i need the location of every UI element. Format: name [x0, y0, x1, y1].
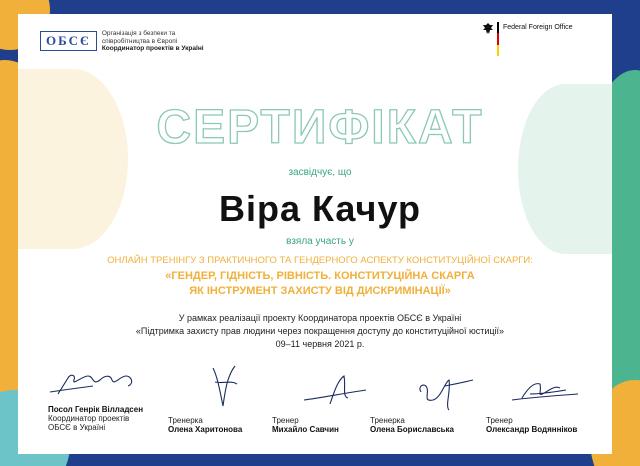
signatory-role: ОБСЄ в Україні — [48, 423, 106, 432]
osce-line1: Організація з безпеки та — [101, 30, 176, 37]
signatory-name: Михайло Савчин — [272, 425, 339, 434]
signatory-role: Координатор проектів — [48, 414, 130, 423]
signatory-name: Посол Генрік Вілладсен — [48, 405, 144, 414]
training-line: ОНЛАЙН ТРЕНІНГУ З ПРАКТИЧНОГО ТА ГЕНДЕРНОГО АСПЕКТУ КОНСТИТУЦІЙНОЇ СКАРГИ: — [107, 255, 533, 266]
topic-line2: ЯК ІНСТРУМЕНТ ЗАХИСТУ ВІД ДИСКРИМІНАЦІЇ» — [189, 285, 451, 297]
ffo-logo — [482, 22, 573, 56]
signatory-trainer-3 — [370, 416, 454, 434]
signatory-name: Олена Бориславська — [370, 425, 455, 434]
osce-logo — [40, 30, 204, 53]
topic-line1: «ГЕНДЕР, ГІДНІСТЬ, РІВНІСТЬ. КОНСТИТУЦІЙНА СКАРГА — [165, 270, 475, 282]
signatory-trainer-4 — [486, 416, 577, 434]
certifies-text: засвідчує, що — [288, 167, 352, 178]
osce-line2: співробітництва в Європі — [101, 37, 178, 45]
signature-ambassador — [48, 370, 143, 398]
signature-trainer-4 — [510, 378, 580, 406]
project-line1: У рамках реалізації проекту Координатора проектів ОБСЄ в Україні — [178, 313, 462, 323]
signatory-trainer-1 — [168, 416, 242, 434]
osce-line3: Координатор проектів в Україні — [101, 45, 204, 52]
signature-trainer-1 — [205, 362, 245, 410]
signatory-role: Тренерка — [168, 416, 203, 425]
dates: 09–11 червня 2021 р. — [275, 339, 365, 349]
signatory-trainer-2 — [272, 416, 339, 434]
certificate-title: СЕРТИФІКАТ — [156, 101, 484, 154]
participated-text: взяла участь у — [286, 236, 354, 247]
signature-trainer-3 — [415, 372, 475, 412]
signatory-role: Тренерка — [370, 416, 405, 425]
signatory-role: Тренер — [486, 416, 513, 425]
signatory-name: Олександр Водянніков — [486, 425, 578, 434]
recipient-name: Віра Качур — [219, 188, 421, 229]
osce-logo-text — [102, 30, 204, 53]
signature-trainer-2 — [300, 372, 370, 408]
signatory-ambassador — [48, 405, 143, 432]
ffo-label: Federal Foreign Office — [503, 24, 573, 31]
flag-bar — [497, 22, 499, 56]
signatory-role: Тренер — [272, 416, 299, 425]
osce-logo-mark: ОБСЄ — [40, 31, 97, 51]
project-line2: «Підтримка захисту прав людини через покращення доступу до конституційної юстиції» — [135, 326, 505, 336]
signatory-name: Олена Харитонова — [168, 425, 243, 434]
eagle-icon — [482, 22, 494, 36]
